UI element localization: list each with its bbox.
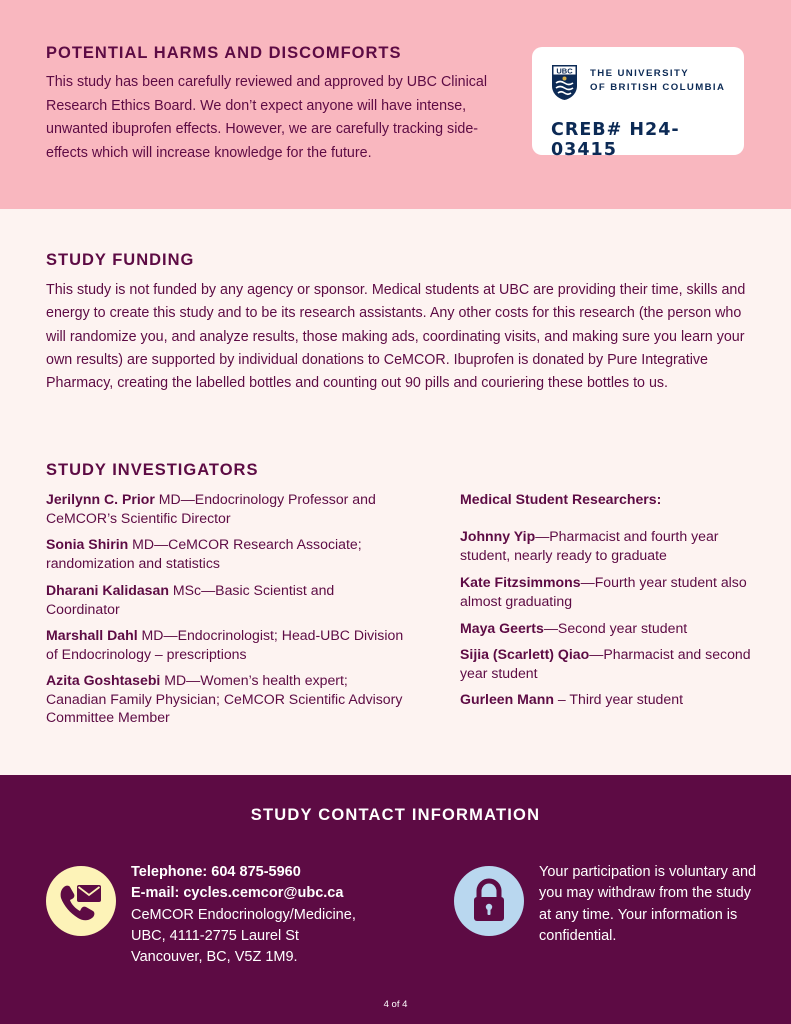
contact-address-line2: UBC, 4111-2775 Laurel St [131, 927, 299, 944]
creb-number: CREB# H24-03415 [551, 120, 680, 160]
investigators-heading: STUDY INVESTIGATORS [46, 461, 259, 479]
investigator-item [46, 490, 406, 527]
investigator-item [46, 626, 406, 663]
investigator-role: MD—Endocrinology Professor and CeMCOR’s Scientific Director [46, 491, 376, 526]
ubc-name-line1: THE UNIVERSITY [590, 68, 690, 79]
student-name: Maya Geerts [460, 620, 544, 636]
student-name: Sijia (Scarlett) Qiao [460, 646, 590, 662]
student-role: —Pharmacist and fourth year student, nearly ready to graduate [460, 528, 719, 563]
investigator-name: Sonia Shirin [46, 536, 129, 552]
ubc-crest-logo [551, 64, 578, 101]
investigator-name: Dharani Kalidasan [46, 582, 169, 598]
investigator-role: MD—Women’s health expert; Canadian Family Physician; CeMCOR Scientific Advisory Committee Member [46, 672, 403, 726]
contact-heading: STUDY CONTACT INFORMATION [250, 806, 541, 824]
student-item [460, 527, 770, 564]
student-item [460, 573, 770, 610]
harms-section [0, 0, 791, 209]
student-item [460, 619, 770, 638]
investigator-item [46, 535, 406, 572]
investigator-role: MSc—Basic Scientist and Coordinator [46, 582, 335, 617]
student-item [460, 645, 770, 682]
student-role: —Fourth year student also almost graduating [460, 574, 747, 609]
contact-details [131, 862, 431, 968]
phone-mail-icon [46, 866, 116, 936]
harms-body: This study has been carefully reviewed and approved by UBC Clinical Research Ethics Board. We don’t expect anyone will have intense, unwanted ibuprofen effects. However, we are carefully tracking side-effects which will increase knowledge for the future. [46, 74, 488, 161]
funding-body: This study is not funded by any agency or sponsor. Medical students at UBC are providing their time, skills and energy to create this study and to be its research assistants. Any other costs for this research (the person who will randomize you, and analyze results, those making ads, coordinating visits, and making sure you learn your own results) are supported by individual donations to CeMCOR. Ibuprofen is donated by Pure Integrative Pharmacy, creating the labelled bottles and counting out 90 pills and couriering these bottles to us. [46, 282, 746, 392]
student-name: Johnny Yip [460, 528, 536, 544]
investigator-name: Marshall Dahl [46, 627, 138, 643]
contact-phone[interactable]: Telephone: 604 875-5960 [131, 864, 301, 880]
contact-section [0, 775, 791, 1024]
lock-icon-badge [454, 866, 524, 936]
contact-address-line3: Vancouver, BC, V5Z 1M9. [131, 949, 298, 966]
student-researchers-heading [460, 490, 770, 509]
ubc-name [590, 67, 725, 94]
funding-heading: STUDY FUNDING [46, 251, 195, 269]
harms-heading: POTENTIAL HARMS AND DISCOMFORTS [46, 44, 402, 62]
investigator-item [46, 671, 406, 727]
investigator-item [46, 581, 406, 618]
ubc-ethics-card [532, 47, 744, 160]
student-researchers-label: Medical Student Researchers: [460, 491, 662, 507]
student-role: —Second year student [543, 620, 688, 636]
ubc-name-line2: OF BRITISH COLUMBIA [590, 81, 726, 93]
investigator-name: Azita Goshtasebi [46, 672, 161, 688]
student-role: —Pharmacist and second year student [460, 646, 751, 681]
phone-icon-badge [46, 866, 116, 936]
svg-text:UBC: UBC [556, 66, 573, 76]
investigator-role: MD—Endocrinologist; Head-UBC Division of Endocrinology – prescriptions [46, 627, 404, 662]
student-role: – Third year student [553, 691, 683, 707]
contact-address-line1: CeMCOR Endocrinology/Medicine, [131, 906, 356, 923]
privacy-note: Your participation is voluntary and you may withdraw from the study at any time. Your information is confidential. [539, 864, 757, 944]
investigator-name: Jerilynn C. Prior [46, 491, 155, 507]
student-name: Gurleen Mann [460, 691, 554, 707]
lock-icon [454, 866, 524, 936]
page-number: 4 of 4 [383, 999, 408, 1010]
investigator-role: MD—CeMCOR Research Associate; randomization and statistics [46, 536, 362, 571]
contact-email[interactable]: E-mail: cycles.cemcor@ubc.ca [131, 885, 344, 902]
student-item [460, 690, 770, 709]
student-name: Kate Fitzsimmons [460, 574, 581, 590]
